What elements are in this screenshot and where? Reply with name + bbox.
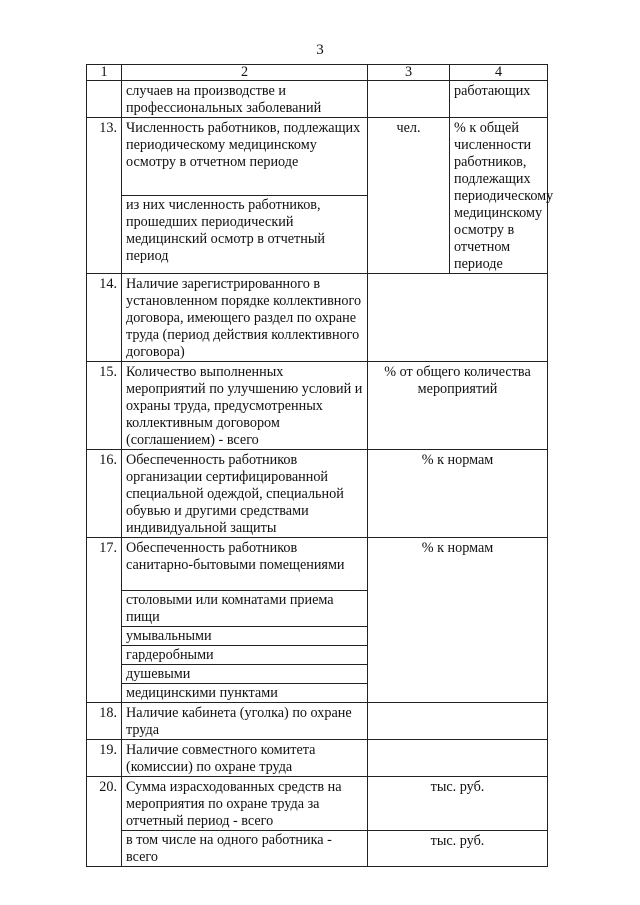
table-subrow (87, 831, 548, 867)
row-description: Наличие кабинета (уголка) по охране труда (122, 703, 368, 740)
row-number: 17. (87, 538, 122, 703)
row-number: 16. (87, 450, 122, 538)
column-header: 3 (368, 65, 450, 81)
row-unit (368, 274, 548, 362)
table-row (87, 81, 548, 118)
table-row (87, 538, 548, 591)
table-row (87, 777, 548, 831)
row-description: Численность работников, подлежащих периодическому медицинскому осмотру в отчетном периоде (122, 118, 368, 196)
row-unit: тыс. руб. (368, 777, 548, 831)
column-header: 2 (122, 65, 368, 81)
table-row (87, 703, 548, 740)
column-header: 1 (87, 65, 122, 81)
row-number: 14. (87, 274, 122, 362)
row-description: Сумма израсходованных средств на мероприятия по охране труда за отчетный период - всего (122, 777, 368, 831)
row-subdescription: столовыми или комнатами приема пищи (122, 591, 368, 627)
row-number: 20. (87, 777, 122, 867)
row-subdescription: из них численность работников, прошедших периодический медицинский осмотр в отчетный период (122, 196, 368, 274)
row-unit: % от общего количества мероприятий (368, 362, 548, 450)
row-number: 13. (87, 118, 122, 274)
row-description: Обеспеченность работников организации сертифицированной специальной одеждой, специальной обувью и другими средствами индивидуальной защиты (122, 450, 368, 538)
row-subdescription: душевыми (122, 665, 368, 684)
column-header: 4 (450, 65, 548, 81)
table-row (87, 740, 548, 777)
row-description: случаев на производстве и профессиональных заболеваний (122, 81, 368, 118)
row-description: Количество выполненных мероприятий по улучшению условий и охраны труда, предусмотренных коллективным договором (соглашением) - всего (122, 362, 368, 450)
row-unit: чел. (368, 118, 450, 274)
row-unit: % к нормам (368, 450, 548, 538)
table-row (87, 118, 548, 196)
row-unit: работающих (450, 81, 548, 118)
indicators-table (86, 64, 554, 867)
row-unit: тыс. руб. (368, 831, 548, 867)
row-unit (368, 740, 548, 777)
table-header-row (87, 65, 548, 81)
row-subdescription: в том числе на одного работника - всего (122, 831, 368, 867)
row-number (87, 81, 122, 118)
table-row (87, 450, 548, 538)
table-row (87, 362, 548, 450)
row-description: Обеспеченность работников санитарно-бытовыми помещениями (122, 538, 368, 591)
row-subdescription: гардеробными (122, 646, 368, 665)
row-unit (368, 81, 450, 118)
page-number: 3 (316, 42, 324, 58)
row-unit: % к общей численности работников, подлежащих периодическому медицинскому осмотру в отчетном периоде (450, 118, 548, 274)
row-unit: % к нормам (368, 538, 548, 703)
row-number: 15. (87, 362, 122, 450)
row-description: Наличие совместного комитета (комиссии) по охране труда (122, 740, 368, 777)
row-description: Наличие зарегистрированного в установленном порядке коллективного договора, имеющего раздел по охране труда (период действия коллективного договора) (122, 274, 368, 362)
row-subdescription: умывальными (122, 627, 368, 646)
row-number: 18. (87, 703, 122, 740)
row-number: 19. (87, 740, 122, 777)
row-subdescription: медицинскими пунктами (122, 684, 368, 703)
table-row (87, 274, 548, 362)
row-unit (368, 703, 548, 740)
